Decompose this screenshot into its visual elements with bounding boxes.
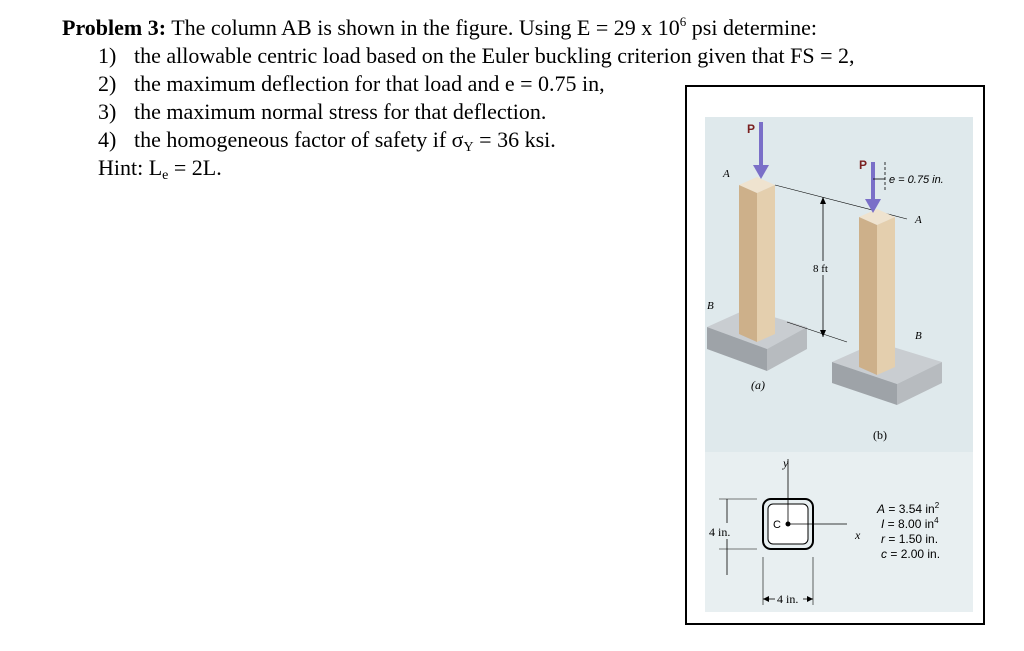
column-b-right [877,217,895,375]
section-height-label: 4 in. [709,525,731,539]
label-p-b: P [859,158,868,172]
task-item-2: 2) the maximum deflection for that load and e = 0.75 in, [98,71,605,96]
label-b-bottom: B [707,300,714,312]
prop-inertia: I = 8.00 $in^4$ [881,516,939,531]
prop-radius: r = 1.50 in. [881,532,939,546]
figure-drawing [687,87,983,623]
problem-intro: The column AB is shown in the figure. Using E = 29 x $10^6$ psi determine: [171,14,818,40]
label-a-b: A [915,214,922,226]
label-b-b: B [915,330,922,342]
task-item-1: 1) the allowable centric load based on the Euler buckling criterion given that FS = 2, [98,43,855,68]
label-a-top: A [723,168,730,180]
label-length: 8 ft [813,263,828,275]
section-y-label: y [783,456,789,470]
task-item-3: 3) the maximum normal stress for that deflection. [98,99,547,124]
column-figure [685,85,985,625]
label-ecc: e = 0.75 in. [889,174,944,186]
caption-a: (a) [751,378,765,392]
task-item-4: 4) the homogeneous factor of safety if $\sigma_Y = 36$ ksi. [98,127,556,155]
hint-line: Hint: $L_e = 2L$. [98,155,222,183]
problem-label: Problem 3: [62,15,167,40]
label-p-a: P [747,122,756,136]
column-b-left [859,217,877,375]
section-width-label: 4 in. [777,592,799,606]
caption-b: (b) [873,428,887,442]
column-a-right [757,185,775,342]
problem-heading [62,14,854,42]
centroid-icon [786,522,791,527]
column-a-left [739,185,757,342]
section-x-label: x [855,528,861,542]
prop-area: A = 3.54 $in^2$ [877,501,940,516]
section-c-label: C [773,519,781,531]
prop-c: c = 2.00 in. [881,547,941,561]
